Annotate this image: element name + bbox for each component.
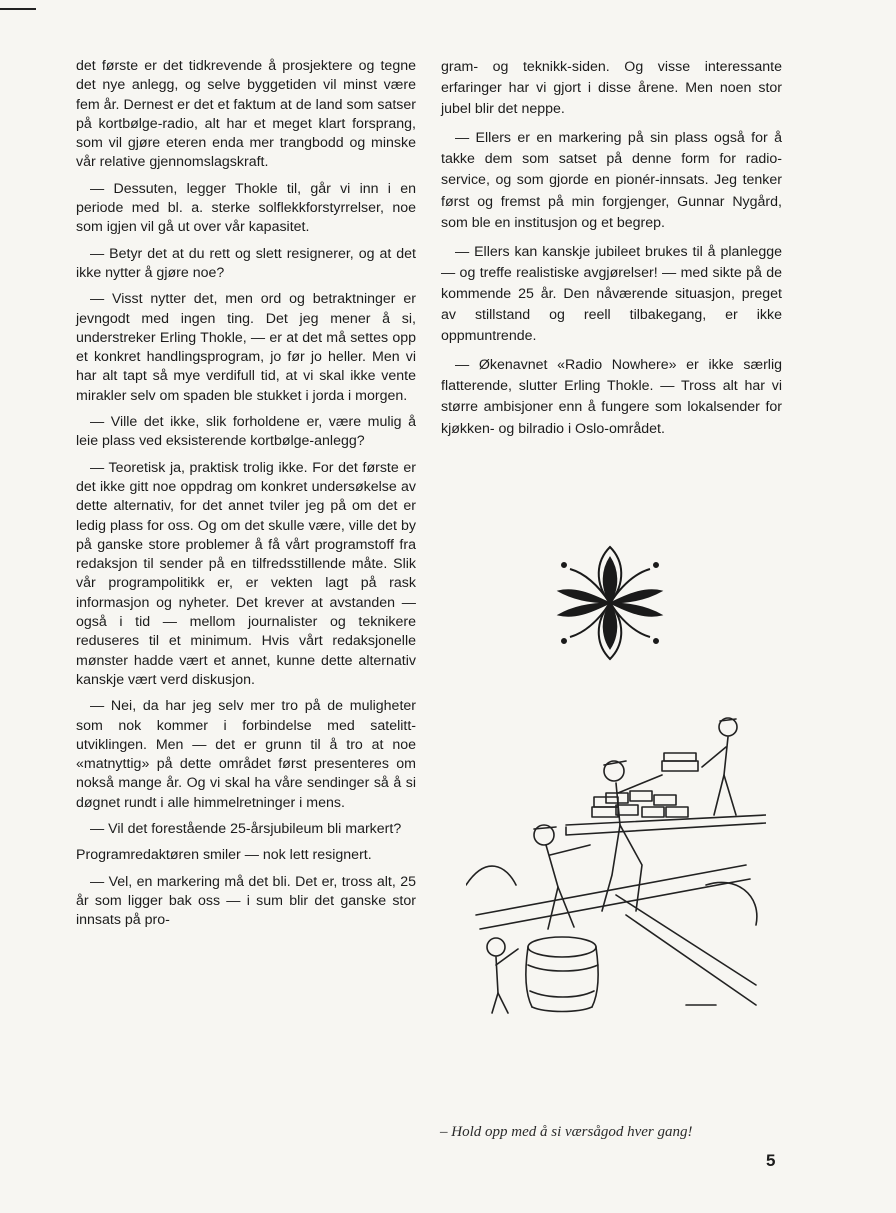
cartoon-illustration [466, 715, 766, 1015]
page-corner-mark [0, 8, 36, 10]
paragraph: — Betyr det at du rett og slett resignerer, og at det ikke nytter å gjøre noe? [76, 245, 416, 281]
paragraph: — Ville det ikke, slik forholdene er, være mulig å leie plass ved eksisterende kortbølge-anlegg? [76, 414, 416, 450]
paragraph: — Økenavnet «Radio Nowhere» er ikke særlig flatterende, slutter Erling Thokle. — Tross alt har vi større ambisjoner enn å fungere som lokalsender for kjøkken- og bilradio i Oslo-området. [441, 357, 782, 437]
paragraph: — Vil det forestående 25-årsjubileum bli markert? [90, 820, 402, 837]
illustration-caption: – Hold opp med å si værsågod hver gang! [440, 1124, 693, 1140]
paragraph: — Dessuten, legger Thokle til, går vi inn i en periode med bl. a. sterke solflekkforstyrrelser, noe som igjen vil gå ut over vår kapasitet. [76, 180, 416, 236]
paragraph: det første er det tidkrevende å prosjektere og tegne det nye anlegg, og selve byggetiden vil minst være fem år. Dernest er det et faktum at de land som satser på kortbølge-radio, alt har et meget klart forsprang, som vil gjøre eteren enda mer trangbodd og minske vår relative gjennomslagskraft. [76, 58, 416, 171]
paragraph: gram- og teknikk-siden. Og visse interessante erfaringer har vi gjort i disse årene. Men noen stor jubel blir det neppe. [441, 59, 782, 118]
page-number: 5 [766, 1151, 776, 1170]
paragraph: — Vel, en markering må det bli. Det er, tross alt, 25 år som ligger bak oss — i sum blir det ganske stor innsats på pro- [76, 873, 416, 929]
paragraph: — Ellers kan kanskje jubileet brukes til å planlegge — og treffe realistiske avgjørelser! — med sikte på de kommende 25 år. Den nåværende situasjon, preget av stillstand og reell tilbakegang, er ikke oppmuntrende. [441, 243, 782, 345]
left-text-column [76, 57, 416, 937]
paragraph: — Ellers er en markering på sin plass også for å takke dem som satset på denne form for radio-service, og som gjorde en pionér-innsats. Jeg tenker først og fremst på min forgjenger, Gunnar Nygård, som ble en institusjon og et begrep. [441, 130, 782, 231]
paragraph: — Nei, da har jeg selv mer tro på de muligheter som nok kommer i forbindelse med satelitt-utviklingen. Men — det er grunn til å tro at noe «matnyttig» på dette området først presenteres om nokså mange år. Og vi skal ha våre sendinger så å si døgnet rundt i alle himmelretninger i mens. [76, 698, 416, 811]
paragraph: Programredaktøren smiler — nok lett resignert. [76, 847, 372, 864]
ornament-icon [554, 543, 666, 663]
paragraph: — Teoretisk ja, praktisk trolig ikke. For det første er det ikke gitt noe oppdrag om konkret undersøkelse av dette alternativ, for det annet tviler jeg på om det er ledig plass for oss. Og om det skulle være, ville det by på ganske store problemer å få vårt programstoff fra redaksjon til sender på en tilfredsstillende måte. Slik vår programpolitikk er, er vekten lagt på rask informasjon og nyheter. Det krever at avstanden — også i tid — mellom journalister og teknikere reduseres til et minimum. Hvis vårt redaksjonelle mønster hadde vært et annet, kunne dette alternativ kanskje vært verd diskusjon. [76, 459, 416, 688]
paragraph: — Visst nytter det, men ord og betraktninger er jevngodt med ingen ting. Det jeg mener å si, understreker Erling Thokle, — er at det må settes opp et konkret handlingsprogram, jo før jo heller. Men vi har alt tapt så mye verdifull tid, at vi skal ikke vente mirakler selv om spaden ble stukket i jorda i morgen. [76, 291, 416, 404]
right-text-column [441, 57, 782, 448]
